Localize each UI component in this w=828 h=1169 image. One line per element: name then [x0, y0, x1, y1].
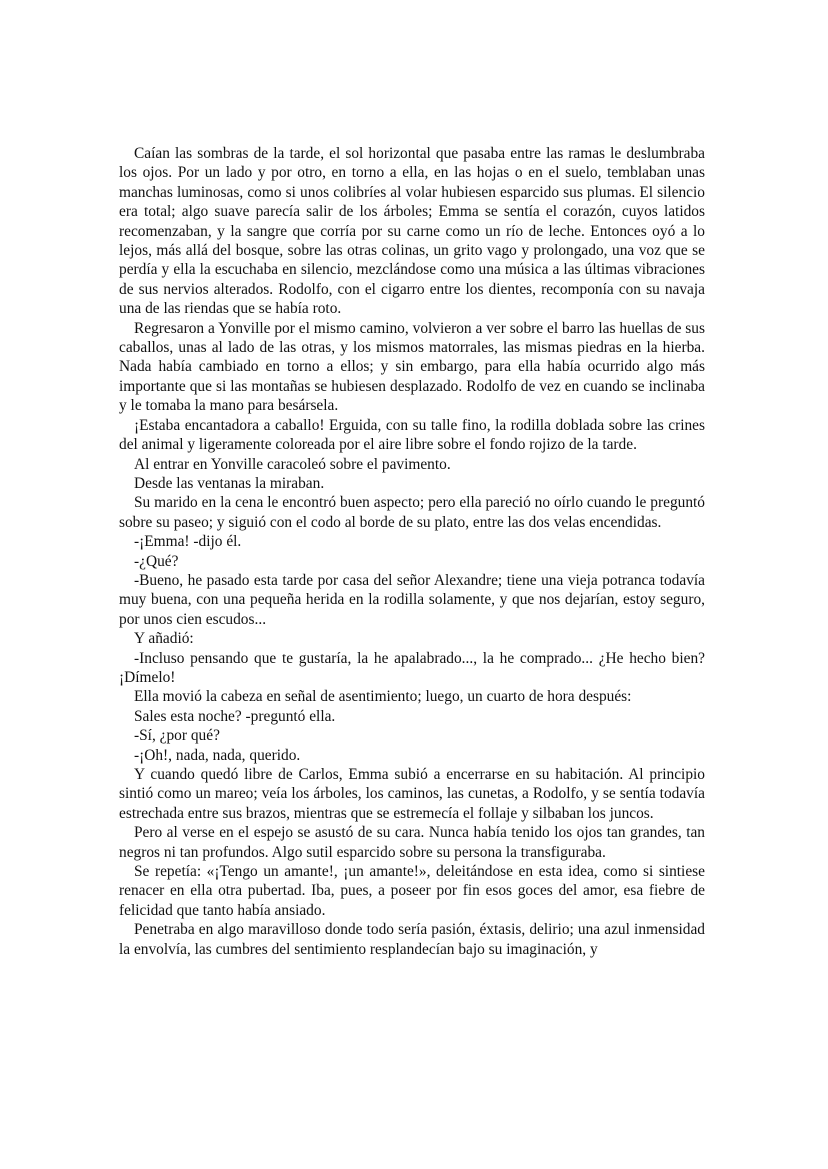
dialogue-line: -¡Oh!, nada, nada, querido.: [134, 746, 301, 764]
paragraph: Al entrar en Yonville caracoleó sobre el pavimento.: [134, 455, 451, 473]
paragraph: Y añadió:: [134, 630, 194, 648]
dialogue-line: -¿Qué?: [134, 552, 179, 570]
paragraph: Pero al verse en el espejo se asustó de su cara. Nunca había tenido los ojos tan grandes, tan negros ni tan profundos. Algo sutil esparcido sobre su persona la transfiguraba.: [119, 824, 705, 861]
dialogue-line: Sales esta noche? -preguntó ella.: [134, 707, 336, 725]
paragraph: Desde las ventanas la miraban.: [134, 474, 325, 492]
dialogue-line: -Bueno, he pasado esta tarde por casa del señor Alexandre; tiene una vieja potranca todavía muy buena, con una pequeña herida en la rodilla solamente, y que nos dejarían, estoy seguro, por unos cien escudos...: [119, 571, 705, 628]
paragraph: Se repetía: «¡Tengo un amante!, ¡un amante!», deleitándose en esta idea, como si sintiese renacer en ella otra pubertad. Iba, pues, a poseer por fin esos goces del amor, esa fiebre de felicidad que tanto había ansiado.: [119, 863, 705, 919]
body-text: [119, 144, 705, 959]
dialogue-line: -Sí, ¿por qué?: [134, 727, 220, 745]
paragraph: Penetraba en algo maravilloso donde todo sería pasión, éxtasis, delirio; una azul inmensidad la envolvía, las cumbres del sentimiento resplandecían bajo su imaginación, y: [119, 921, 705, 958]
dialogue-line: -¡Emma! -dijo él.: [134, 533, 242, 551]
paragraph: ¡Estaba encantadora a caballo! Erguida, con su talle fino, la rodilla doblada sobre las crines del animal y ligeramente coloreada por el aire libre sobre el fondo rojizo de la tarde.: [119, 416, 705, 454]
paragraph: Regresaron a Yonville por el mismo camino, volvieron a ver sobre el barro las huellas de sus caballos, unas al lado de las otras, y los mismos matorrales, las mismas piedras en la hierba. Nada había cambiado en torno a ellos; y sin embargo, para ella había ocurrido algo más importante que si las montañas se hubiesen desplazado. Rodolfo de vez en cuando se inclinaba y le tomaba la mano para besársela.: [119, 319, 705, 415]
paragraph: Y cuando quedó libre de Carlos, Emma subió a encerrarse en su habitación. Al principio sintió como un mareo; veía los árboles, los caminos, las cunetas, a Rodolfo, y se sentía todavía estrechada entre sus brazos, mientras que se estremecía el follaje y silbaban los juncos.: [119, 766, 705, 822]
paragraph: Su marido en la cena le encontró buen aspecto; pero ella pareció no oírlo cuando le preguntó sobre su paseo; y siguió con el codo al borde de su plato, entre las dos velas encendidas.: [119, 494, 705, 531]
paragraph: Caían las sombras de la tarde, el sol horizontal que pasaba entre las ramas le deslumbraba los ojos. Por un lado y por otro, en torno a ella, en las hojas o en el suelo, temblaban unas manchas luminosas, como si unos colibríes al volar hubiesen esparcido sus plumas. El silencio era total; algo suave parecía salir de los árboles; Emma se sentía el corazón, cuyos latidos recomenzaban, y la sangre que corría por su carne como un río de leche. Entonces oyó a lo lejos, más allá del bosque, sobre las otras colinas, un grito vago y prolongado, una voz que se perdía y ella la escuchaba en silencio, mezclándose como una música a las últimas vibraciones de sus nervios alterados. Rodolfo, con el cigarro entre los dientes, recomponía con su navaja una de las riendas que se había roto.: [119, 145, 705, 318]
paragraph: Ella movió la cabeza en señal de asentimiento; luego, un cuarto de hora después:: [134, 688, 632, 706]
dialogue-line: -Incluso pensando que te gustaría, la he apalabrado..., la he comprado... ¿He hecho bien? ¡Dímelo!: [119, 649, 705, 686]
